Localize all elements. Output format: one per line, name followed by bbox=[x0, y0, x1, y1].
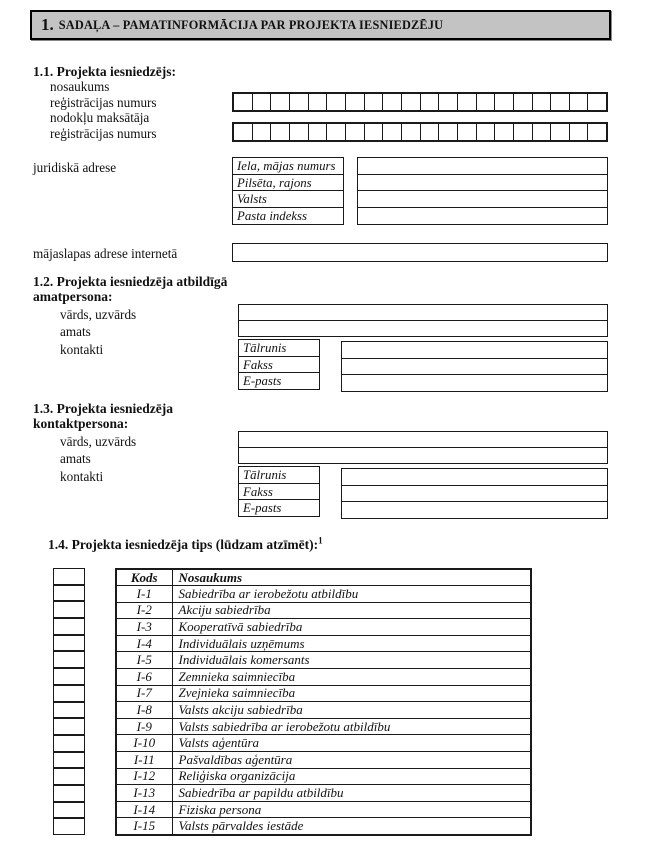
label-kontakti: kontakti bbox=[60, 341, 104, 357]
tax-digit-cell[interactable] bbox=[382, 124, 401, 140]
website-input[interactable] bbox=[232, 243, 608, 262]
type-name: Sabiedrība ar papildu atbildību bbox=[172, 785, 531, 802]
tax-digit-cell[interactable] bbox=[587, 124, 606, 140]
official-phone-input[interactable] bbox=[341, 341, 608, 359]
table-row bbox=[116, 752, 531, 769]
type-name: Valsts akciju sabiedrība bbox=[172, 702, 531, 719]
type-name: Individuālais komersants bbox=[172, 652, 531, 669]
table-row bbox=[116, 602, 531, 619]
label-website: mājaslapas adrese internetā bbox=[33, 246, 178, 261]
table-header-row bbox=[116, 569, 531, 586]
official-contact-input-column bbox=[341, 341, 608, 392]
official-fax-input[interactable] bbox=[341, 358, 608, 376]
heading-1-4: 1.4. Projekta iesniedzēja tips (lūdzam atzīmēt):$^1$ bbox=[48, 535, 323, 552]
tax-digit-cell[interactable] bbox=[457, 124, 476, 140]
registration-digit-cell[interactable] bbox=[476, 94, 495, 110]
type-name: Zemnieka saimniecība bbox=[172, 669, 531, 686]
table-row bbox=[116, 801, 531, 818]
table-row bbox=[116, 619, 531, 636]
contact-person-contacts-block bbox=[238, 466, 608, 519]
label-fakss: Fakss bbox=[238, 356, 320, 374]
registration-digit-cell[interactable] bbox=[532, 94, 551, 110]
type-code: I-1 bbox=[116, 586, 172, 603]
label-valsts: Valsts bbox=[232, 190, 344, 208]
type-name: Sabiedrība ar ierobežotu atbildību bbox=[172, 586, 531, 603]
column-header-nosaukums: Nosaukums bbox=[172, 569, 531, 586]
section-title: SADAĻA – PAMATINFORMĀCIJA PAR PROJEKTA IESNIEDZĒJU bbox=[58, 17, 444, 32]
section-1-header bbox=[30, 10, 611, 40]
tax-digit-cell[interactable] bbox=[326, 124, 345, 140]
label-amats: amats bbox=[60, 324, 91, 340]
registration-digit-cell[interactable] bbox=[364, 94, 383, 110]
tax-digit-cell[interactable] bbox=[476, 124, 495, 140]
registration-number-boxes[interactable] bbox=[232, 92, 608, 112]
table-row bbox=[116, 818, 531, 835]
type-checkbox[interactable] bbox=[53, 568, 85, 585]
type-name: Valsts aģentūra bbox=[172, 735, 531, 752]
country-input[interactable] bbox=[357, 190, 608, 208]
heading-1-2: 1.2. Projekta iesniedzēja atbildīgā amatpersona: bbox=[33, 274, 228, 304]
type-code: I-11 bbox=[116, 752, 172, 769]
type-code: I-15 bbox=[116, 818, 172, 835]
type-code: I-6 bbox=[116, 669, 172, 686]
footnote-marker: 1 bbox=[318, 535, 323, 546]
official-contacts-block bbox=[238, 339, 608, 392]
table-row bbox=[116, 718, 531, 735]
contact-person-position-input[interactable] bbox=[238, 447, 608, 465]
type-checkbox[interactable] bbox=[53, 735, 85, 752]
type-code: I-8 bbox=[116, 702, 172, 719]
type-name: Akciju sabiedrība bbox=[172, 602, 531, 619]
address-input-column bbox=[357, 157, 608, 225]
type-checkbox[interactable] bbox=[53, 668, 85, 685]
tax-digit-cell[interactable] bbox=[550, 124, 569, 140]
type-checkbox[interactable] bbox=[53, 585, 85, 602]
official-contact-label-column bbox=[238, 339, 320, 392]
registration-digit-cell[interactable] bbox=[457, 94, 476, 110]
registration-digit-cell[interactable] bbox=[345, 94, 364, 110]
label-vards-uzvards-2: vārds, uzvārds bbox=[60, 434, 137, 449]
label-nodoklu-maksataja: nodokļu maksātāja bbox=[50, 110, 150, 126]
contact-person-input-column bbox=[341, 468, 608, 519]
type-name: Valsts sabiedrība ar ierobežotu atbildību bbox=[172, 718, 531, 735]
type-code: I-14 bbox=[116, 801, 172, 818]
tax-digit-cell[interactable] bbox=[532, 124, 551, 140]
contact-person-phone-input[interactable] bbox=[341, 468, 608, 486]
official-position-input[interactable] bbox=[238, 320, 608, 338]
type-code: I-13 bbox=[116, 785, 172, 802]
type-checkbox[interactable] bbox=[53, 802, 85, 819]
contact-person-label-column bbox=[238, 466, 320, 519]
heading-1-1: 1.1. Projekta iesniedzējs: bbox=[33, 64, 176, 79]
type-checkbox[interactable] bbox=[53, 601, 85, 618]
type-checkbox[interactable] bbox=[53, 818, 85, 835]
official-email-input[interactable] bbox=[341, 374, 608, 392]
applicant-type-table bbox=[115, 568, 532, 836]
type-checkbox[interactable] bbox=[53, 718, 85, 735]
table-row bbox=[116, 785, 531, 802]
type-name: Kooperatīvā sabiedrība bbox=[172, 619, 531, 636]
tax-digit-cell[interactable] bbox=[420, 124, 439, 140]
street-input[interactable] bbox=[357, 157, 608, 175]
label-amats-2: amats bbox=[60, 451, 91, 467]
type-name: Zvejnieka saimniecība bbox=[172, 685, 531, 702]
official-inputs bbox=[238, 304, 608, 337]
table-row bbox=[116, 669, 531, 686]
label-juridiska-adrese: juridiskā adrese bbox=[33, 160, 117, 175]
registration-digit-cell[interactable] bbox=[513, 94, 532, 110]
type-checkbox[interactable] bbox=[53, 685, 85, 702]
type-code: I-10 bbox=[116, 735, 172, 752]
tax-digit-cell[interactable] bbox=[289, 124, 308, 140]
contact-person-inputs bbox=[238, 431, 608, 464]
label-registracijas-numurs: reģistrācijas numurs bbox=[50, 94, 157, 110]
type-checkbox[interactable] bbox=[53, 702, 85, 719]
registration-digit-cell[interactable] bbox=[550, 94, 569, 110]
tax-digit-cell[interactable] bbox=[513, 124, 532, 140]
type-code: I-2 bbox=[116, 602, 172, 619]
registration-digit-cell[interactable] bbox=[494, 94, 513, 110]
type-code: I-7 bbox=[116, 685, 172, 702]
registration-digit-cell[interactable] bbox=[289, 94, 308, 110]
postal-code-input[interactable] bbox=[357, 207, 608, 225]
label-vards-uzvards: vārds, uzvārds bbox=[60, 307, 137, 322]
tax-digit-cell[interactable] bbox=[364, 124, 383, 140]
address-label-column bbox=[232, 157, 344, 225]
tax-digit-cell[interactable] bbox=[569, 124, 588, 140]
type-checkbox[interactable] bbox=[53, 768, 85, 785]
label-kontakti-2: kontakti bbox=[60, 468, 104, 484]
type-checkbox-column bbox=[53, 568, 85, 835]
label-iela-majas-numurs: Iela, mājas numurs bbox=[232, 157, 344, 175]
registration-digit-cell[interactable] bbox=[270, 94, 289, 110]
tax-digit-cell[interactable] bbox=[308, 124, 327, 140]
contact-person-fax-input[interactable] bbox=[341, 485, 608, 503]
labels-1-1 bbox=[50, 79, 157, 142]
contact-person-email-input[interactable] bbox=[341, 501, 608, 519]
tax-digit-cell[interactable] bbox=[234, 124, 252, 140]
registration-digit-cell[interactable] bbox=[308, 94, 327, 110]
table-row bbox=[116, 768, 531, 785]
tax-digit-cell[interactable] bbox=[345, 124, 364, 140]
label-e-pasts-2: E-pasts bbox=[238, 499, 320, 517]
registration-digit-cell[interactable] bbox=[382, 94, 401, 110]
type-code: I-4 bbox=[116, 635, 172, 652]
table-row bbox=[116, 635, 531, 652]
tax-digit-cell[interactable] bbox=[252, 124, 271, 140]
type-checkbox[interactable] bbox=[53, 785, 85, 802]
registration-digit-cell[interactable] bbox=[326, 94, 345, 110]
label-fakss-2: Fakss bbox=[238, 483, 320, 501]
label-talrunis-2: Tālrunis bbox=[238, 466, 320, 484]
label-talrunis: Tālrunis bbox=[238, 339, 320, 357]
tax-digit-cell[interactable] bbox=[438, 124, 457, 140]
registration-digit-cell[interactable] bbox=[401, 94, 420, 110]
label-nosaukums: nosaukums bbox=[50, 79, 110, 94]
label-e-pasts: E-pasts bbox=[238, 372, 320, 390]
table-row bbox=[116, 652, 531, 669]
section-number: 1. bbox=[41, 15, 54, 34]
tax-digit-cell[interactable] bbox=[494, 124, 513, 140]
type-name: Valsts pārvaldes iestāde bbox=[172, 818, 531, 835]
type-code: I-9 bbox=[116, 718, 172, 735]
registration-digit-cell[interactable] bbox=[234, 94, 252, 110]
type-code: I-5 bbox=[116, 652, 172, 669]
tax-digit-cell[interactable] bbox=[401, 124, 420, 140]
contact-person-name-input[interactable] bbox=[238, 431, 608, 449]
city-input[interactable] bbox=[357, 174, 608, 192]
registration-digit-cell[interactable] bbox=[569, 94, 588, 110]
heading-1-3: 1.3. Projekta iesniedzēja kontaktpersona: bbox=[33, 401, 173, 431]
registration-digit-cell[interactable] bbox=[438, 94, 457, 110]
label-pilseta-rajons: Pilsēta, rajons bbox=[232, 174, 344, 192]
table-row bbox=[116, 586, 531, 603]
type-checkbox[interactable] bbox=[53, 635, 85, 652]
type-name: Reliģiska organizācija bbox=[172, 768, 531, 785]
registration-digit-cell[interactable] bbox=[252, 94, 271, 110]
label-registracijas-numurs-2: reģistrācijas numurs bbox=[50, 126, 157, 142]
type-name: Pašvaldības aģentūra bbox=[172, 752, 531, 769]
type-code: I-12 bbox=[116, 768, 172, 785]
label-pasta-indekss: Pasta indekss bbox=[232, 207, 344, 225]
table-row bbox=[116, 735, 531, 752]
type-code: I-3 bbox=[116, 619, 172, 636]
type-name: Fiziska persona bbox=[172, 801, 531, 818]
type-checkbox[interactable] bbox=[53, 618, 85, 635]
tax-registration-number-boxes[interactable] bbox=[232, 122, 608, 142]
legal-address-block bbox=[232, 157, 608, 225]
column-header-kods: Kods bbox=[116, 569, 172, 586]
type-checkbox[interactable] bbox=[53, 651, 85, 668]
tax-digit-cell[interactable] bbox=[270, 124, 289, 140]
table-row bbox=[116, 702, 531, 719]
type-name: Individuālais uzņēmums bbox=[172, 635, 531, 652]
labels-1-3 bbox=[60, 433, 136, 485]
official-name-input[interactable] bbox=[238, 304, 608, 322]
registration-digit-cell[interactable] bbox=[587, 94, 606, 110]
labels-1-2 bbox=[60, 306, 136, 358]
table-row bbox=[116, 685, 531, 702]
registration-digit-cell[interactable] bbox=[420, 94, 439, 110]
type-checkbox[interactable] bbox=[53, 752, 85, 769]
